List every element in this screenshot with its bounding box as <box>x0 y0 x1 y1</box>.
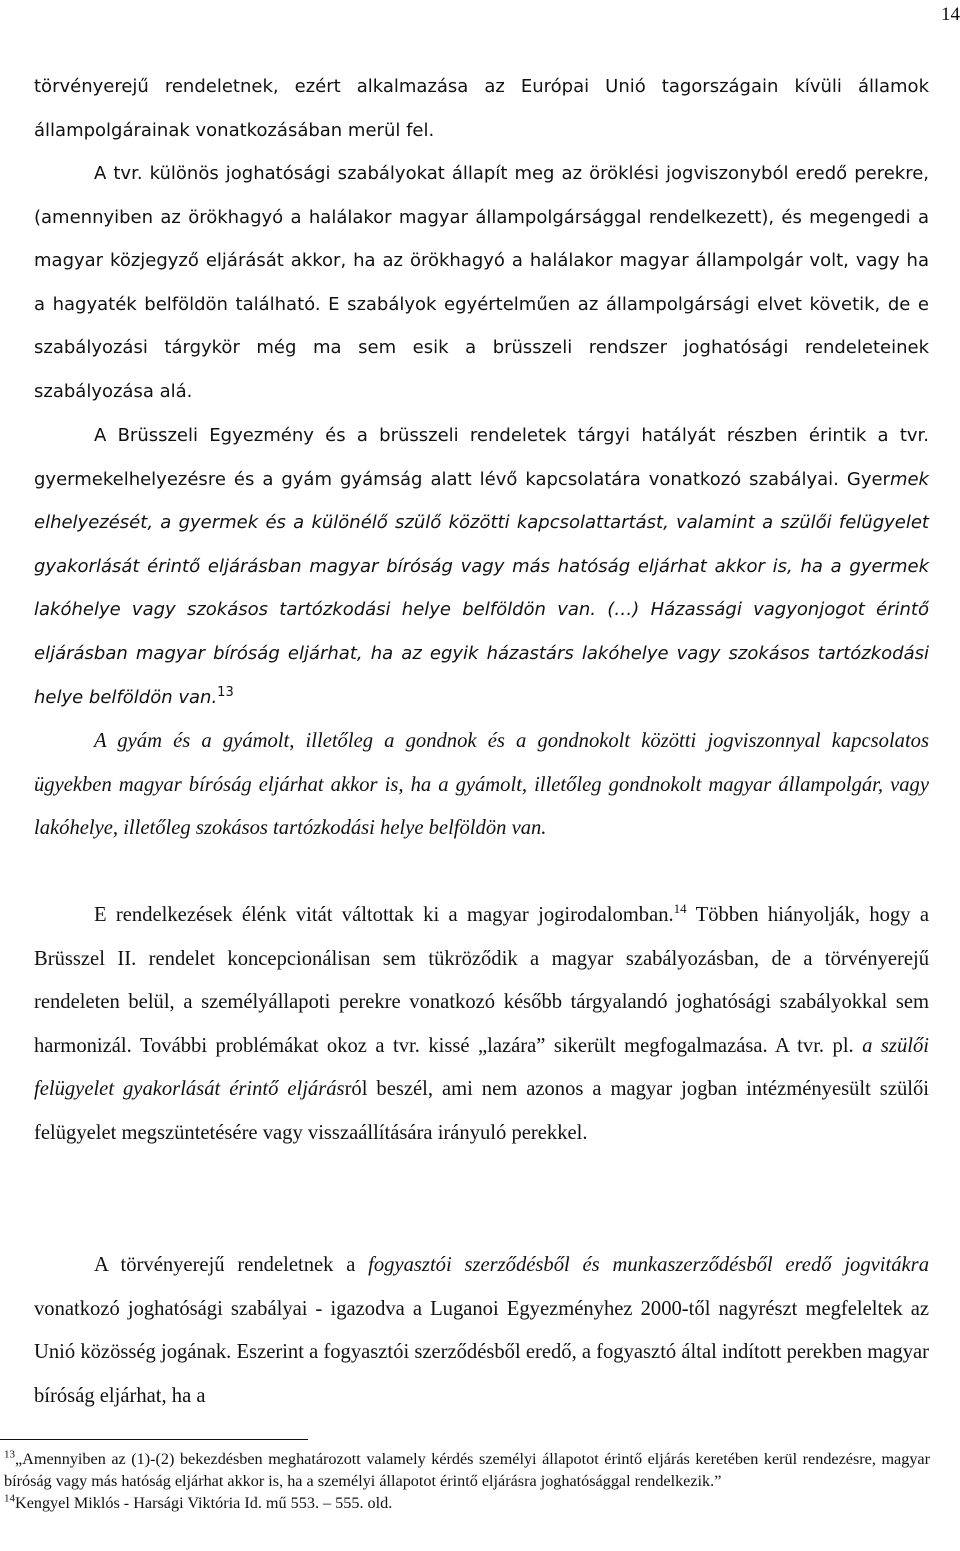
footnote-ref-14: 14 <box>673 901 687 917</box>
footnote-separator <box>0 1439 308 1440</box>
paragraph-2: A tvr. különös joghatósági szabályokat állapít meg az öröklési jogviszonyból eredő perekre, (amennyiben az örökhagyó a halálakor magyar állampolgársággal rendelkezett), és megengedi a magyar közjegyző eljárását akkor, ha az örökhagyó a halálakor magyar állampolgár volt, vagy ha a hagyaték belföldön található. E szabályok egyértelműen az állampolgársági elvet követik, de e szabályozási tárgykör még ma sem esik a brüsszeli rendszer joghatósági rendeleteinek szabályozása alá. <box>34 163 929 402</box>
quoted-statute: mek elhelyezését, a gyermek és a különélő szülő közötti kapcsolattartást, valamint a szülői felügyelet gyakorlását érintő eljárásban magyar bíróság vagy más hatóság eljárhat akkor is, ha a gyermek lakóhelye vagy szokásos tartózkodási helye belföldön van. (…) Házassági vagyonjogot érintő eljárásban magyar bíróság eljárhat, ha az egyik házastárs lakóhelye vagy szokásos tartózkodási helye belföldön van. <box>34 468 929 708</box>
paragraph-3: A Brüsszeli Egyezmény és a brüsszeli rendeletek tárgyi hatályát részben érintik a tvr. gyermekelhelyezésre és a gyám gyámság alatt lévő kapcsolatára vonatkozó szabályai. Gyermek elhelyezését, a gyermek és a különélő szülő közötti kapcsolattartást, valamint a szülői felügyelet gyakorlását érintő eljárásban magyar bíróság vagy más hatóság eljárhat akkor is, ha a gyermek lakóhelye vagy szokásos tartózkodási helye belföldön van. (…) Házassági vagyonjogot érintő eljárásban magyar bíróság eljárhat, ha az egyik házastárs lakóhelye vagy szokásos tartózkodási helye belföldön van.$^{13}$ <box>34 425 929 708</box>
paragraph-6: A törvényerejű rendeletnek a fogyasztói szerződésből és munkaszerződésből eredő jogvitákra vonatkozó joghatósági szabályai - igazodva a Luganoi Egyezményhez 2000-től nagyrészt megfeleltek az Unió közösség jogának. Eszerint a fogyasztói szerződésből eredő, a fogyasztó által indított perekben magyar bíróság eljárhat, ha a <box>34 1254 929 1407</box>
page-number: 14 <box>941 4 960 25</box>
paragraph-5: E rendelkezések élénk vitát váltottak ki a magyar jogirodalomban.$^{14}$ Többen hiányolják, hogy a Brüsszel II. rendelet koncepcionálisan sem tükröződik a magyar szabályozásban, de a törvényerejű rendeleten belül, a személyállapoti perekre vonatkozó később tárgyalandó joghatósági szabályokkal sem harmonizál. További problémákat okoz a tvr. kissé „lazára” sikerült megfogalmazása. A tvr. pl. a szülői felügyelet gyakorlását érintő eljárásról beszél, ami nem azonos a magyar jogban intézményesült szülői felügyelet megszüntetésére vagy visszaállítására irányuló perekkel. <box>34 901 930 1144</box>
footnote-14: $^{14}$Kengyel Miklós - Harsági Viktória Id. mű 553. – 555. old. <box>4 1492 393 1512</box>
paragraph-1: törvényerejű rendeletnek, ezért alkalmazása az Európai Unió tagországain kívüli államok állampolgárainak vonatkozásában merül fel. <box>34 76 929 141</box>
footnote-ref-13: 13 <box>217 684 234 700</box>
footnotes <box>4 1448 930 1514</box>
paragraph-4: A gyám és a gyámolt, illetőleg a gondnok és a gondnokolt közötti jogviszonnyal kapcsolatos ügyekben magyar bíróság eljárhat akkor is, ha a gyámolt, illetőleg gondnokolt magyar állampolgár, vagy lakóhelye, illetőleg szokásos tartózkodási helye belföldön van. <box>34 730 929 840</box>
footnote-13: $^{13}$„Amennyiben az (1)-(2) bekezdésben meghatározott valamely kérdés személyi állapotot érintő eljárás keretében kerül rendezésre, magyar bíróság vagy más hatóság eljárhat akkor is, ha a személyi állapotot érintő eljárásra joghatósággal rendelkezik.” <box>4 1448 930 1490</box>
